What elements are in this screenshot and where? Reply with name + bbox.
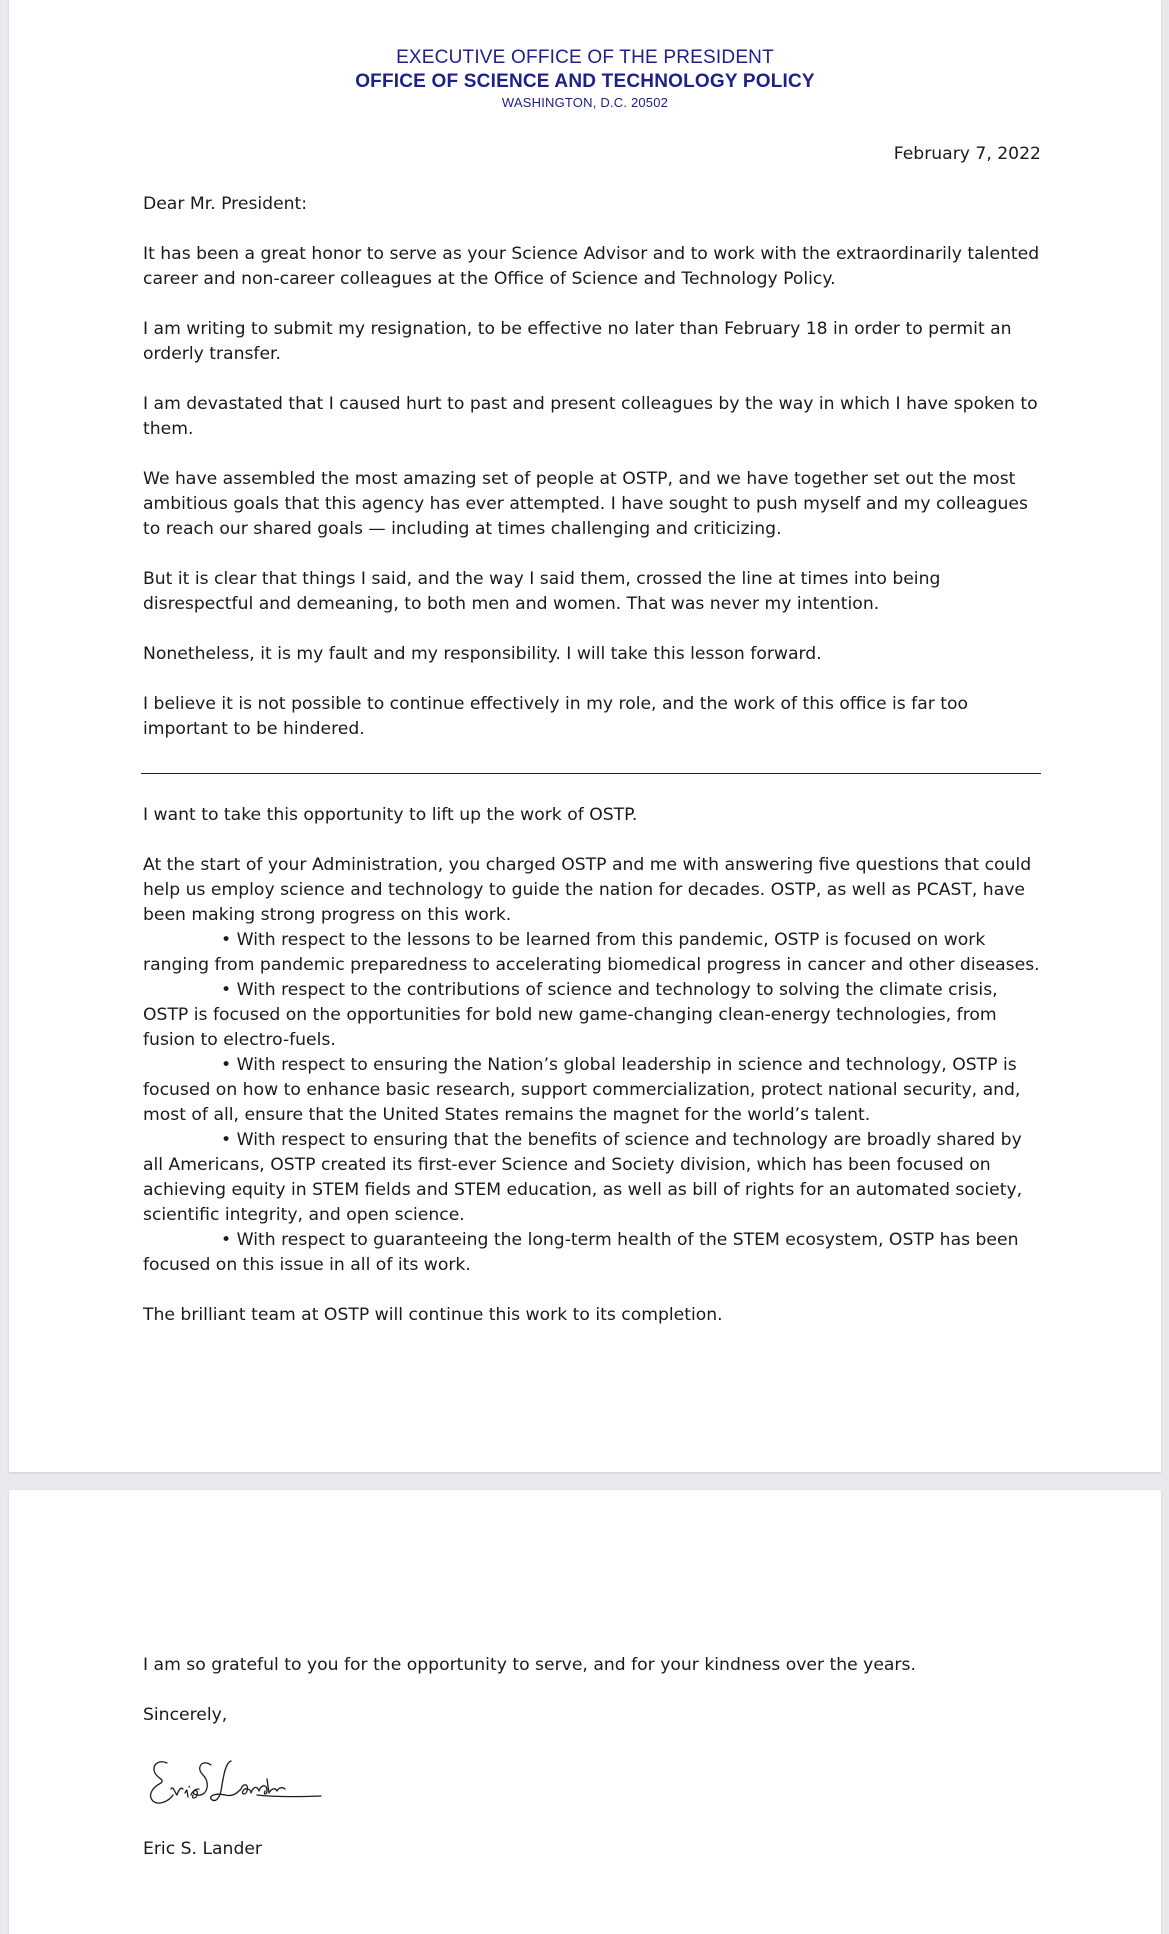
- paragraph: I believe it is not possible to continue effectively in my role, and the work of this office is far too important to be hindered.: [143, 694, 969, 739]
- bullet-item: [143, 1053, 1041, 1128]
- letter-body-part1: [143, 192, 1041, 742]
- paragraph: I am devastated that I caused hurt to past and present colleagues by the way in which I have spoken to them.: [143, 394, 1038, 439]
- bullet-mark: •: [221, 1055, 232, 1075]
- section-divider: [141, 773, 1041, 774]
- bullet-item: [143, 978, 1041, 1053]
- bullet-item: [143, 1228, 1041, 1278]
- letter-closing: [143, 1653, 1041, 1728]
- bullet-mark: •: [221, 1130, 232, 1150]
- letterhead-ostp: OFFICE OF SCIENCE AND TECHNOLOGY POLICY: [355, 71, 815, 92]
- bullet-mark: •: [221, 930, 232, 950]
- letterhead-executive-office: EXECUTIVE OFFICE OF THE PRESIDENT: [396, 47, 774, 68]
- letter-date: February 7, 2022: [893, 144, 1041, 164]
- signatory-block: [143, 1837, 1041, 1862]
- letterhead: [9, 46, 1161, 112]
- bullet-text: With respect to the contributions of science and technology to solving the climate crisis, OSTP is focused on the opportunities for bold new game-changing clean-energy technologies, from fusion to electro-fuels.: [143, 980, 998, 1050]
- handwritten-signature: [145, 1749, 325, 1819]
- paragraph: But it is clear that things I said, and the way I said them, crossed the line at times into being disrespectful and demeaning, to both men and women. That was never my intention.: [143, 569, 941, 614]
- bullet-text: With respect to ensuring the Nation’s global leadership in science and technology, OSTP is focused on how to enhance basic research, support commercialization, protect national security, and, most of all, ensure that the United States remains the magnet for the world’s talent.: [143, 1055, 1021, 1125]
- paragraph: At the start of your Administration, you charged OSTP and me with answering five questions that could help us employ science and technology to guide the nation for decades. OSTP, as well as PCAST, have been making strong progress on this work.: [143, 855, 1032, 925]
- signatory-name: Eric S. Lander: [143, 1839, 263, 1859]
- salutation: Dear Mr. President:: [143, 194, 308, 214]
- letter-body-part2: [143, 803, 1041, 1328]
- letter-page-2: [9, 1490, 1161, 1934]
- bullet-text: With respect to the lessons to be learned from this pandemic, OSTP is focused on work ranging from pandemic preparedness to accelerating biomedical progress in cancer and other diseases.: [143, 930, 1040, 975]
- bullet-mark: •: [221, 980, 232, 1000]
- paragraph: The brilliant team at OSTP will continue this work to its completion.: [143, 1305, 723, 1325]
- bullet-text: With respect to guaranteeing the long-term health of the STEM ecosystem, OSTP has been focused on this issue in all of its work.: [143, 1230, 1019, 1275]
- bullet-mark: •: [221, 1230, 232, 1250]
- bullet-text: With respect to ensuring that the benefits of science and technology are broadly shared by all Americans, OSTP created its first-ever Science and Society division, which has been focused on achieving equity in STEM fields and STEM education, as well as bill of rights for an automated society, scientific integrity, and open science.: [143, 1130, 1023, 1225]
- letter-page-1: [9, 0, 1161, 1472]
- paragraph: We have assembled the most amazing set of people at OSTP, and we have together set out the most ambitious goals that this agency has ever attempted. I have sought to push myself and my colleagues to reach our shared goals — including at times challenging and criticizing.: [143, 469, 1028, 539]
- signoff: Sincerely,: [143, 1705, 228, 1725]
- bullet-item: [143, 1128, 1041, 1228]
- paragraph: I am writing to submit my resignation, to be effective no later than February 18 in order to permit an orderly transfer.: [143, 319, 1012, 364]
- paragraph: I want to take this opportunity to lift up the work of OSTP.: [143, 805, 638, 825]
- paragraph: Nonetheless, it is my fault and my responsibility. I will take this lesson forward.: [143, 644, 822, 664]
- bullet-item: [143, 928, 1041, 978]
- gratitude-paragraph: I am so grateful to you for the opportunity to serve, and for your kindness over the years.: [143, 1655, 916, 1675]
- paragraph: It has been a great honor to serve as your Science Advisor and to work with the extraordinarily talented career and non-career colleagues at the Office of Science and Technology Policy.: [143, 244, 1040, 289]
- letterhead-address: WASHINGTON, D.C. 20502: [501, 95, 669, 110]
